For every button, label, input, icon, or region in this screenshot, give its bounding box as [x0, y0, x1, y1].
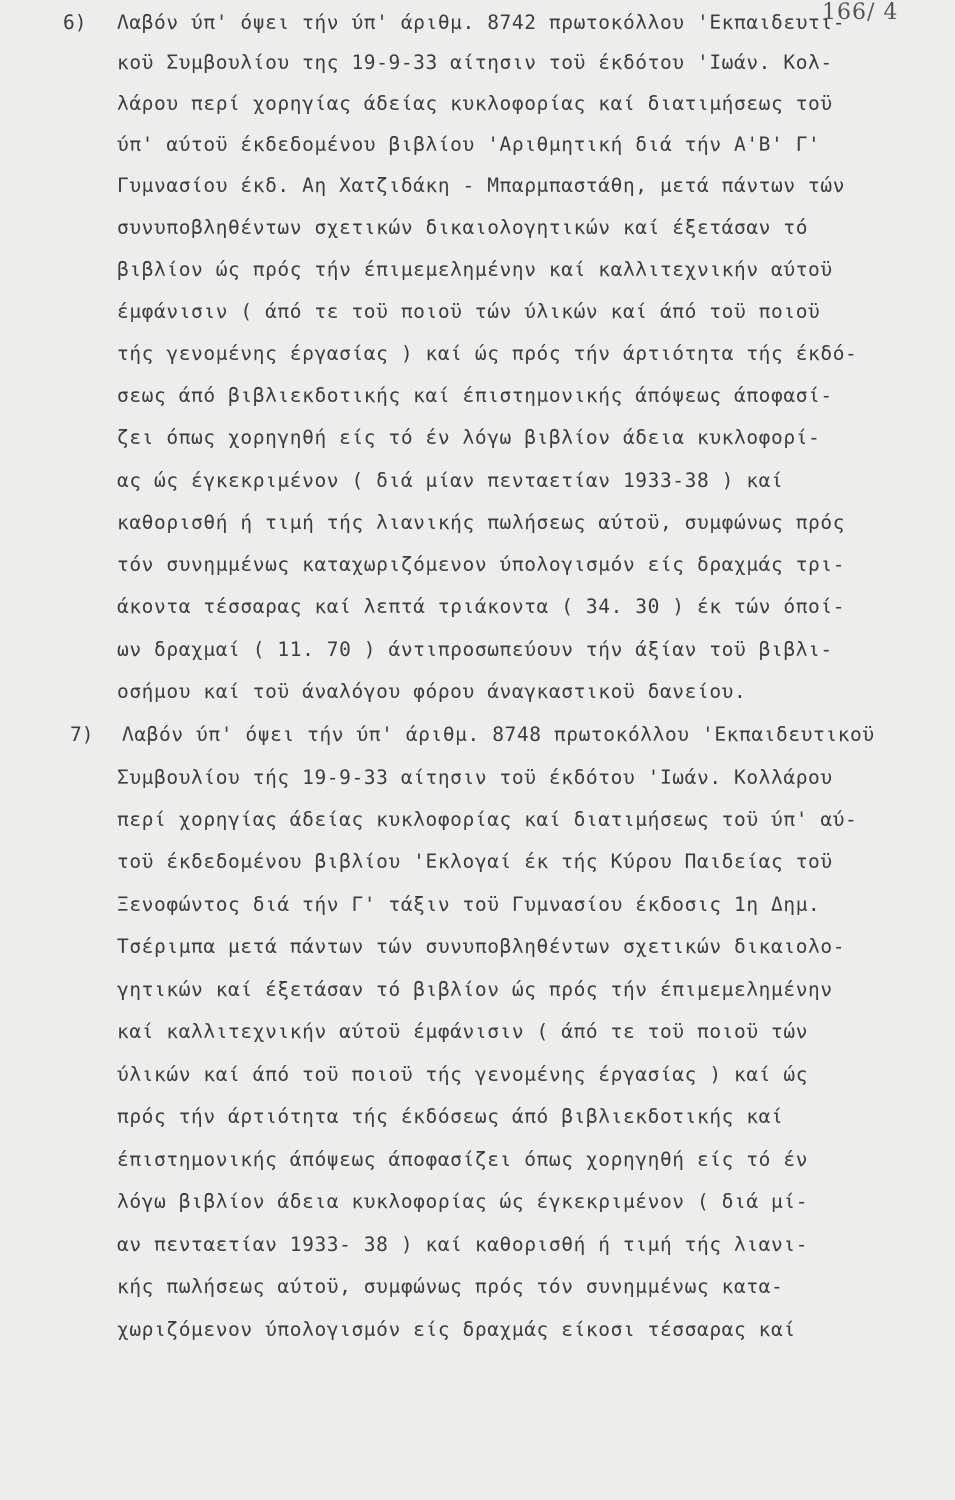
text-line: λάρου περί χορηγίας άδείας κυκλοφορίας καί διατιμήσεως τοϋ [117, 92, 833, 115]
text-line: τής γενομένης έργασίας ) καί ώς πρός τήν άρτιότητα τής έκδό- [117, 342, 858, 365]
text-line: τόν συνημμένως καταχωριζόμενον ύπολογισμόν είς δραχμάς τρι- [117, 553, 846, 576]
text-line: οσήμου καί τοϋ άναλόγου φόρου άναγκαστικοϋ δανείου. [117, 680, 747, 703]
text-line: καθορισθή ή τιμή τής λιανικής πωλήσεως αύτοϋ, συμφώνως πρός [117, 511, 846, 534]
text-line: άκοντα τέσσαρας καί λεπτά τριάκοντα ( 34. 30 ) έκ τών όποί- [117, 595, 846, 618]
text-line: βιβλίον ώς πρός τήν έπιμεμελημένην καί καλλιτεχνικήν αύτοϋ [117, 258, 833, 281]
item-number: 6) [63, 11, 87, 34]
text-line: ας ώς έγκεκριμένον ( διά μίαν πενταετίαν 1933-38 ) καί [117, 469, 784, 492]
text-line: περί χορηγίας άδείας κυκλοφορίας καί διατιμήσεως τοϋ ύπ' αύ- [117, 808, 858, 831]
text-line: Λαβόν ύπ' όψει τήν ύπ' άριθμ. 8748 πρωτοκόλλου 'Εκπαιδευτικοϋ [122, 723, 875, 746]
item-number: 7) [70, 723, 94, 746]
text-line: ζει όπως χορηγηθή είς τό έν λόγω βιβλίον άδεια κυκλοφορί- [117, 426, 821, 449]
text-line: ων δραχμαί ( 11. 70 ) άντιπροσωπεύουν τήν άξίαν τοϋ βιβλι- [117, 638, 833, 661]
text-line: σεως άπό βιβλιεκδοτικής καί έπιστημονικής άπόψεως άποφασί- [117, 384, 833, 407]
text-line: γητικών καί έξετάσαν τό βιβλίον ώς πρός τήν έπιμεμελημένην [117, 978, 833, 1001]
text-line: Τσέριμπα μετά πάντων τών συνυποβληθέντων σχετικών δικαιολο- [117, 935, 846, 958]
text-line: Ξενοφώντος διά τήν Γ' τάξιν τοϋ Γυμνασίου έκδοσις 1η Δημ. [117, 893, 821, 916]
text-line: ύπ' αύτοϋ έκδεδομένου βιβλίου 'Αριθμητική διά τήν Α'Β' Γ' [117, 133, 821, 156]
text-line: έμφάνισιν ( άπό τε τοϋ ποιοϋ τών ύλικών καί άπό τοϋ ποιοϋ [117, 300, 821, 323]
text-line: ύλικών καί άπό τοϋ ποιοϋ τής γενομένης έργασίας ) καί ώς [117, 1063, 809, 1086]
text-line: αν πενταετίαν 1933- 38 ) καί καθορισθή ή τιμή τής λιανι- [117, 1233, 809, 1256]
text-line: λόγω βιβλίον άδεια κυκλοφορίας ώς έγκεκριμένον ( διά μί- [117, 1190, 809, 1213]
text-line: Λαβόν ύπ' όψει τήν ύπ' άριθμ. 8742 πρωτοκόλλου 'Εκπαιδευτι- [117, 11, 846, 34]
text-line: συνυποβληθέντων σχετικών δικαιολογητικών καί έξετάσαν τό [117, 216, 809, 239]
text-line: καί καλλιτεχνικήν αύτοϋ έμφάνισιν ( άπό τε τοϋ ποιοϋ τών [117, 1020, 809, 1043]
text-line: Συμβουλίου τής 19-9-33 αίτησιν τοϋ έκδότου 'Ιωάν. Κολλάρου [117, 766, 833, 789]
page-number: 166/ 4 [822, 0, 899, 25]
text-line: κής πωλήσεως αύτοϋ, συμφώνως πρός τόν συνημμένως κατα- [117, 1275, 784, 1298]
text-line: έπιστημονικής άπόψεως άποφασίζει όπως χορηγηθή είς τό έν [117, 1148, 809, 1171]
text-line: πρός τήν άρτιότητα τής έκδόσεως άπό βιβλιεκδοτικής καί [117, 1105, 784, 1128]
text-line: χωριζόμενον ύπολογισμόν είς δραχμάς είκοσι τέσσαρας καί [117, 1318, 796, 1341]
text-line: κοϋ Συμβουλίου της 19-9-33 αίτησιν τοϋ έκδότου 'Ιωάν. Κολ- [117, 51, 833, 74]
text-line: τοϋ έκδεδομένου βιβλίου 'Εκλογαί έκ τής Κύρου Παιδείας τοϋ [117, 850, 833, 873]
text-line: Γυμνασίου έκδ. Αη Χατζιδάκη - Μπαρμπαστάθη, μετά πάντων τών [117, 174, 846, 197]
